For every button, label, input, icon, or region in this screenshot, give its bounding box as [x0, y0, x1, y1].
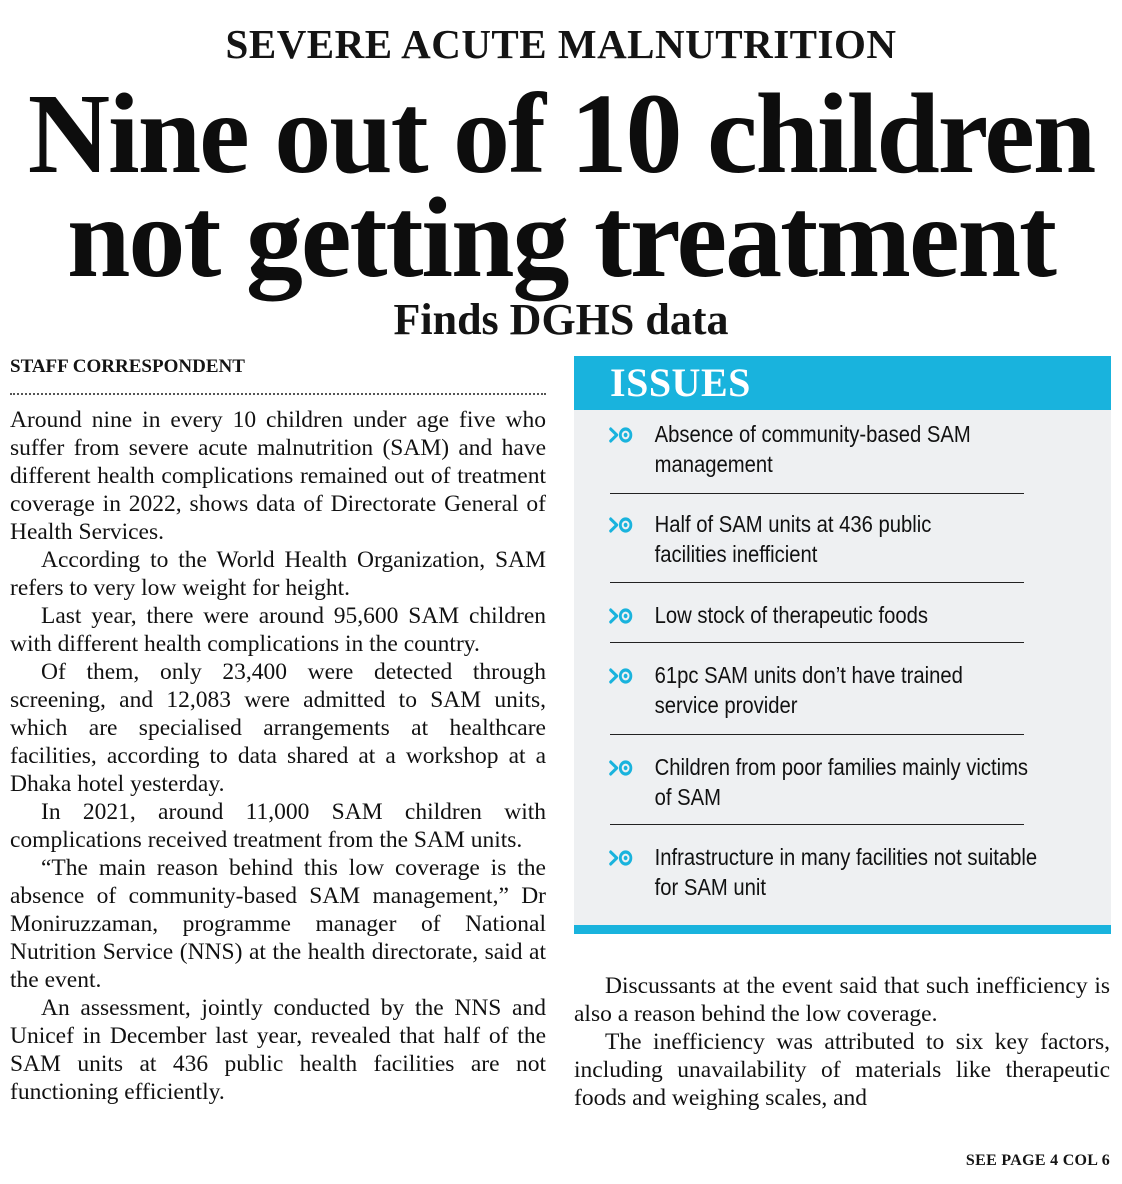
issue-divider	[610, 642, 1024, 643]
issue-item	[608, 509, 1039, 569]
paragraph: “The main reason behind this low coverage is the absence of community-based SAM management,” Dr Moniruzzaman, programme manager of National Nutrition Service (NNS) at the health directorate, said at the event.	[10, 855, 546, 993]
issue-line-2: for SAM unit	[654, 874, 767, 900]
issue-line-2: management	[654, 451, 773, 477]
issue-item	[608, 752, 1039, 812]
issue-divider	[610, 824, 1024, 825]
issues-box	[574, 356, 1111, 934]
issue-line-2: service provider	[654, 692, 798, 718]
issue-item	[608, 600, 1039, 630]
chevron-bullet-icon	[608, 426, 638, 444]
paragraph: Of them, only 23,400 were detected through screening, and 12,083 were admitted to SAM units, which are specialised arrangements at healthcare facilities, according to data shared at a workshop at a Dhaka hotel yesterday.	[10, 659, 546, 797]
chevron-bullet-icon	[608, 667, 638, 685]
article-column-right	[574, 972, 1110, 1112]
paragraph: Discussants at the event said that such inefficiency is also a reason behind the low coverage.	[574, 973, 1110, 1027]
issue-divider	[610, 493, 1024, 494]
paragraph: Around nine in every 10 children under age five who suffer from severe acute malnutrition (SAM) and have different health complications remained out of treatment coverage in 2022, shows data of Directorate General of Health Services.	[10, 407, 546, 545]
issue-line-2: facilities inefficient	[654, 541, 818, 567]
paragraph: In 2021, around 11,000 SAM children with complications received treatment from the SAM units.	[10, 799, 546, 853]
kicker: SEVERE ACUTE MALNUTRITION	[225, 21, 897, 67]
issue-line-1: Children from poor families mainly victims	[654, 754, 1029, 780]
headline-line-1: Nine out of 10 children	[27, 70, 1095, 197]
issue-line-1: Infrastructure in many facilities not suitable	[654, 844, 1038, 870]
headline-line-2: not getting treatment	[67, 174, 1055, 301]
article-column-left	[10, 406, 546, 1106]
byline-divider	[10, 393, 546, 395]
issue-line-2: of SAM	[654, 784, 722, 810]
issue-item	[608, 842, 1039, 902]
chevron-bullet-icon	[608, 849, 638, 867]
issue-item	[608, 660, 1039, 720]
issue-divider	[610, 582, 1024, 583]
issue-line-1: 61pc SAM units don’t have trained	[654, 662, 963, 688]
subhead: Finds DGHS data	[393, 295, 729, 344]
byline: STAFF CORRESPONDENT	[10, 356, 245, 377]
chevron-bullet-icon	[608, 516, 638, 534]
paragraph: Last year, there were around 95,600 SAM children with different health complications in the country.	[10, 603, 546, 657]
issue-line-1: Low stock of therapeutic foods	[654, 602, 929, 628]
paragraph: An assessment, jointly conducted by the NNS and Unicef in December last year, revealed that half of the SAM units at 436 public health facilities are not functioning efficiently.	[10, 995, 546, 1105]
issue-line-1: Absence of community-based SAM	[654, 421, 971, 447]
issues-title: ISSUES	[574, 356, 1111, 410]
headline	[0, 70, 1122, 301]
issue-item	[608, 419, 1039, 479]
continuation-note: SEE PAGE 4 COL 6	[965, 1152, 1110, 1169]
chevron-bullet-icon	[608, 759, 638, 777]
issue-line-1: Half of SAM units at 436 public	[654, 511, 932, 537]
paragraph: The inefficiency was attributed to six key factors, including unavailability of materials like therapeutic foods and weighing scales, and	[574, 1029, 1110, 1111]
paragraph: According to the World Health Organization, SAM refers to very low weight for height.	[10, 547, 546, 601]
issue-divider	[610, 734, 1024, 735]
chevron-bullet-icon	[608, 607, 638, 625]
